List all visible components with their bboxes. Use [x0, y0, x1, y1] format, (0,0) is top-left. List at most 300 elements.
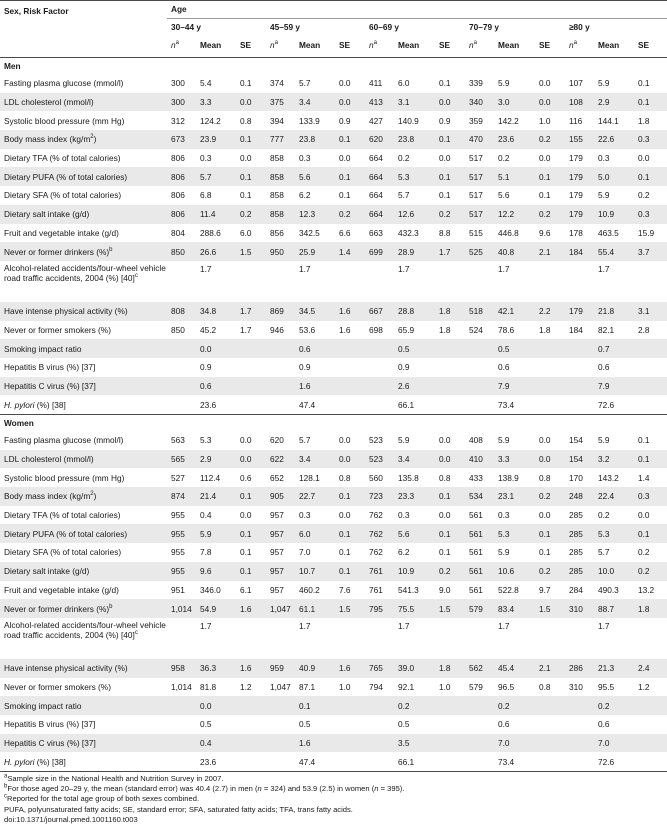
table-header	[0, 1, 667, 58]
age-group-header: ≥80 y	[569, 22, 590, 32]
cell-mean: 0.6	[594, 715, 634, 734]
cell-se: 0.1	[634, 524, 667, 543]
cell-se: 0.1	[435, 130, 465, 149]
table-row	[0, 450, 667, 469]
cell-se: 0.2	[634, 543, 667, 562]
cell-se: 0.1	[634, 431, 667, 450]
cell-se: 0.0	[634, 506, 667, 525]
cell-se	[335, 339, 365, 358]
cell-n	[266, 339, 295, 358]
cell-mean: 7.0	[594, 734, 634, 753]
cell-mean: 133.9	[295, 111, 335, 130]
cell-n: 408	[465, 431, 494, 450]
cell-mean: 1.7	[494, 261, 535, 302]
cell-mean: 66.1	[394, 752, 435, 771]
cell-n: 312	[167, 111, 196, 130]
cell-se: 2.8	[634, 321, 667, 340]
cell-n: 375	[266, 93, 295, 112]
cell-n	[465, 358, 494, 377]
cell-se: 0.1	[535, 186, 565, 205]
risk-factor-label: Dietary SFA (% of total calories)	[0, 543, 167, 562]
cell-mean: 6.2	[394, 543, 435, 562]
cell-n: 339	[465, 74, 494, 93]
cell-se: 2.1	[535, 242, 565, 261]
cell-n: 761	[365, 581, 394, 600]
cell-mean: 23.8	[295, 130, 335, 149]
cell-mean: 0.5	[196, 715, 236, 734]
cell-mean: 0.4	[196, 734, 236, 753]
cell-se	[634, 261, 667, 302]
cell-se: 0.8	[335, 468, 365, 487]
cell-n: 154	[565, 431, 594, 450]
cell-n: 561	[465, 543, 494, 562]
cell-mean: 3.4	[295, 93, 335, 112]
col-mean-header: Mean	[394, 37, 435, 58]
cell-mean: 5.9	[594, 186, 634, 205]
cell-se: 1.2	[634, 678, 667, 697]
cell-n: 179	[565, 149, 594, 168]
cell-n	[167, 715, 196, 734]
cell-mean: 140.9	[394, 111, 435, 130]
footnote-a: $^a$Sample size in the National Health and Nutrition Survey in 2007.	[4, 773, 224, 783]
cell-mean: 7.8	[196, 543, 236, 562]
age-group-header: 60–69 y	[369, 22, 399, 32]
cell-se	[335, 261, 365, 302]
cell-se: 8.8	[435, 224, 465, 243]
cell-se: 0.0	[634, 149, 667, 168]
cell-mean: 87.1	[295, 678, 335, 697]
cell-se	[535, 618, 565, 659]
cell-n: 527	[167, 468, 196, 487]
cell-n	[167, 358, 196, 377]
cell-n	[266, 696, 295, 715]
cell-n: 664	[365, 149, 394, 168]
cell-mean: 23.3	[394, 487, 435, 506]
cell-se: 0.0	[335, 506, 365, 525]
cell-n: 427	[365, 111, 394, 130]
col-se-header: SE	[634, 37, 667, 58]
cell-mean: 0.9	[295, 358, 335, 377]
cell-se: 1.4	[335, 242, 365, 261]
cell-mean: 0.5	[295, 715, 335, 734]
cell-mean: 78.6	[494, 321, 535, 340]
cell-n	[465, 752, 494, 771]
cell-se	[634, 618, 667, 659]
cell-mean: 23.6	[196, 752, 236, 771]
cell-se: 7.6	[335, 581, 365, 600]
table-row	[0, 377, 667, 396]
table-row	[0, 130, 667, 149]
cell-n	[565, 339, 594, 358]
cell-n: 300	[167, 74, 196, 93]
cell-n: 957	[266, 506, 295, 525]
cell-se	[335, 752, 365, 771]
cell-mean: 0.2	[594, 696, 634, 715]
cell-n	[565, 377, 594, 396]
table-row	[0, 543, 667, 562]
cell-n: 184	[565, 242, 594, 261]
cell-se	[634, 377, 667, 396]
cell-mean: 0.3	[594, 149, 634, 168]
cell-mean: 0.0	[196, 339, 236, 358]
cell-n: 663	[365, 224, 394, 243]
table-row	[0, 321, 667, 340]
section-row	[0, 58, 667, 75]
cell-n: 794	[365, 678, 394, 697]
cell-n	[465, 715, 494, 734]
cell-se: 0.1	[435, 524, 465, 543]
cell-n	[167, 618, 196, 659]
risk-factor-label: Systolic blood pressure (mm Hg)	[0, 468, 167, 487]
cell-mean: 34.8	[196, 302, 236, 321]
risk-factor-label: Body mass index $(kg/m^2)$	[0, 487, 167, 506]
cell-n: 300	[167, 93, 196, 112]
cell-n: 1,047	[266, 678, 295, 697]
doi-link[interactable]: doi:10.1371/journal.pmed.1001160.t003	[4, 814, 138, 824]
cell-mean: 7.9	[494, 377, 535, 396]
risk-factor-label: Fruit and vegetable intake (g/d)	[0, 224, 167, 243]
section-row	[0, 415, 667, 432]
cell-se	[236, 734, 266, 753]
cell-mean: 7.0	[295, 543, 335, 562]
cell-se	[335, 377, 365, 396]
cell-se	[435, 358, 465, 377]
risk-factor-label: Systolic blood pressure (mm Hg)	[0, 111, 167, 130]
table-row	[0, 167, 667, 186]
cell-mean: 2.9	[196, 450, 236, 469]
cell-se: 2.2	[535, 302, 565, 321]
cell-mean: 10.7	[295, 562, 335, 581]
cell-n: 179	[565, 302, 594, 321]
cell-se: 1.2	[236, 678, 266, 697]
col-se-header: SE	[236, 37, 266, 58]
cell-se: 2.1	[535, 659, 565, 678]
cell-n: 858	[266, 149, 295, 168]
risk-factor-label: Have intense physical activity (%)	[0, 302, 167, 321]
cell-mean: 42.1	[494, 302, 535, 321]
cell-n: 856	[266, 224, 295, 243]
cell-mean: 0.0	[196, 696, 236, 715]
cell-se	[236, 395, 266, 414]
cell-n: 850	[167, 242, 196, 261]
cell-se: 0.1	[335, 487, 365, 506]
cell-se	[335, 715, 365, 734]
cell-n: 579	[465, 678, 494, 697]
cell-mean: 0.2	[494, 149, 535, 168]
cell-mean: 1.7	[295, 261, 335, 302]
cell-n: 1,014	[167, 678, 196, 697]
cell-n	[365, 715, 394, 734]
cell-se: 0.0	[435, 149, 465, 168]
cell-mean: 541.3	[394, 581, 435, 600]
cell-mean: 5.7	[394, 186, 435, 205]
cell-se: 2.4	[634, 659, 667, 678]
cell-se	[435, 339, 465, 358]
table-row	[0, 659, 667, 678]
footnote-c: $^c$Reported for the total age group of both sexes combined.	[4, 793, 200, 804]
cell-se: 0.8	[535, 468, 565, 487]
cell-mean: 55.4	[594, 242, 634, 261]
cell-se: 0.1	[335, 543, 365, 562]
cell-mean: 47.4	[295, 752, 335, 771]
footnote-b: $^b$For those aged 20–29 y, the mean (standard error) was 40.4 (2.7) in men (n = 324) and 53.9 (2.5) in women (n = 395).	[4, 783, 405, 794]
cell-mean: 34.5	[295, 302, 335, 321]
cell-n: 806	[167, 167, 196, 186]
cell-se	[634, 395, 667, 414]
cell-se: 0.0	[435, 450, 465, 469]
cell-se: 0.0	[335, 450, 365, 469]
header-sex-risk-factor: Sex, Risk Factor	[0, 1, 167, 19]
cell-se	[236, 339, 266, 358]
cell-mean: 5.7	[295, 431, 335, 450]
cell-se	[435, 377, 465, 396]
risk-factor-label: H. pylori (%) [38]	[0, 752, 167, 771]
cell-n: 761	[365, 562, 394, 581]
cell-mean: 5.4	[196, 74, 236, 93]
cell-se: 1.8	[535, 321, 565, 340]
cell-mean: 6.2	[295, 186, 335, 205]
cell-n: 905	[266, 487, 295, 506]
cell-mean: 124.2	[196, 111, 236, 130]
cell-mean: 0.3	[394, 506, 435, 525]
cell-se: 1.0	[335, 678, 365, 697]
cell-mean: 5.7	[594, 543, 634, 562]
cell-mean: 28.8	[394, 302, 435, 321]
cell-mean: 6.8	[196, 186, 236, 205]
cell-se	[335, 734, 365, 753]
col-mean-header: Mean	[594, 37, 634, 58]
cell-n: 622	[266, 450, 295, 469]
table-row	[0, 618, 667, 659]
cell-n: 518	[465, 302, 494, 321]
cell-mean: 342.5	[295, 224, 335, 243]
table-body	[0, 58, 667, 772]
section-label: Women	[0, 415, 667, 432]
cell-n: 562	[465, 659, 494, 678]
cell-se	[236, 696, 266, 715]
header-age: Age	[167, 1, 667, 19]
cell-mean: 39.0	[394, 659, 435, 678]
cell-se: 0.1	[236, 543, 266, 562]
cell-se	[236, 358, 266, 377]
cell-n	[167, 696, 196, 715]
cell-mean: 12.2	[494, 205, 535, 224]
cell-n	[565, 734, 594, 753]
cell-n: 723	[365, 487, 394, 506]
cell-n: 667	[365, 302, 394, 321]
risk-factor-label: LDL cholesterol (mmol/l)	[0, 450, 167, 469]
cell-se: 1.7	[435, 242, 465, 261]
cell-se: 0.1	[236, 487, 266, 506]
age-group-row	[0, 19, 667, 37]
cell-mean: 92.1	[394, 678, 435, 697]
cell-n: 340	[465, 93, 494, 112]
cell-n: 116	[565, 111, 594, 130]
table-row	[0, 506, 667, 525]
cell-n: 560	[365, 468, 394, 487]
cell-se: 0.1	[634, 167, 667, 186]
cell-se: 1.8	[435, 659, 465, 678]
cell-mean: 5.3	[394, 167, 435, 186]
cell-se	[634, 696, 667, 715]
cell-mean: 5.9	[494, 74, 535, 93]
cell-se: 1.0	[435, 678, 465, 697]
cell-n: 664	[365, 186, 394, 205]
cell-se: 1.8	[435, 321, 465, 340]
cell-n	[167, 395, 196, 414]
cell-n	[365, 339, 394, 358]
cell-se: 0.8	[236, 111, 266, 130]
footnote-abbreviations: PUFA, polyunsaturated fatty acids; SE, standard error; SFA, saturated fatty acids; TFA, trans fatty acids.	[4, 804, 353, 814]
cell-se: 1.6	[335, 659, 365, 678]
cell-mean: 1.7	[594, 261, 634, 302]
cell-se: 0.1	[236, 167, 266, 186]
cell-mean: 3.5	[394, 734, 435, 753]
cell-mean: 112.4	[196, 468, 236, 487]
risk-factor-label: H. pylori (%) [38]	[0, 395, 167, 414]
cell-se: 0.6	[236, 468, 266, 487]
cell-mean: 0.5	[394, 339, 435, 358]
cell-se: 0.2	[435, 205, 465, 224]
cell-n: 673	[167, 130, 196, 149]
cell-se: 0.2	[634, 562, 667, 581]
cell-n: 1,047	[266, 599, 295, 618]
cell-n: 698	[365, 321, 394, 340]
cell-n: 515	[465, 224, 494, 243]
cell-n: 874	[167, 487, 196, 506]
cell-n: 652	[266, 468, 295, 487]
risk-factor-label: Dietary TFA (% of total calories)	[0, 149, 167, 168]
cell-se: 13.2	[634, 581, 667, 600]
cell-mean: 23.6	[196, 395, 236, 414]
cell-n: 955	[167, 562, 196, 581]
cell-se	[535, 358, 565, 377]
cell-mean: 21.8	[594, 302, 634, 321]
cell-mean: 0.2	[494, 696, 535, 715]
cell-se	[535, 395, 565, 414]
col-n-header: $n^a$	[266, 37, 295, 58]
cell-mean: 128.1	[295, 468, 335, 487]
col-n-header: $n^a$	[365, 37, 394, 58]
cell-se	[535, 752, 565, 771]
cell-se	[236, 261, 266, 302]
cell-mean: 0.9	[394, 358, 435, 377]
cell-n	[266, 395, 295, 414]
cell-se: 0.9	[435, 111, 465, 130]
cell-mean: 144.1	[594, 111, 634, 130]
cell-n: 620	[266, 431, 295, 450]
cell-n	[266, 618, 295, 659]
cell-mean: 5.7	[196, 167, 236, 186]
cell-mean: 7.0	[494, 734, 535, 753]
cell-n	[565, 696, 594, 715]
cell-mean: 1.7	[394, 618, 435, 659]
cell-se	[236, 377, 266, 396]
cell-mean: 0.4	[196, 506, 236, 525]
cell-mean: 143.2	[594, 468, 634, 487]
cell-se: 0.2	[535, 205, 565, 224]
cell-n: 858	[266, 205, 295, 224]
cell-mean: 346.0	[196, 581, 236, 600]
cell-se: 0.0	[535, 149, 565, 168]
cell-n: 957	[266, 562, 295, 581]
cell-mean: 22.6	[594, 130, 634, 149]
cell-se: 1.0	[535, 111, 565, 130]
cell-n	[365, 752, 394, 771]
cell-mean: 0.6	[494, 358, 535, 377]
col-mean-header: Mean	[196, 37, 236, 58]
cell-se	[236, 752, 266, 771]
cell-mean: 11.4	[196, 205, 236, 224]
cell-se: 0.0	[535, 93, 565, 112]
cell-n	[266, 377, 295, 396]
cell-n: 285	[565, 506, 594, 525]
cell-se: 1.5	[535, 599, 565, 618]
cell-n: 523	[365, 431, 394, 450]
risk-factor-label: Never or former smokers (%)	[0, 321, 167, 340]
cell-se: 0.9	[335, 111, 365, 130]
cell-mean: 0.2	[594, 506, 634, 525]
col-n-header: $n^a$	[465, 37, 494, 58]
table-row	[0, 205, 667, 224]
risk-factor-label: Dietary SFA (% of total calories)	[0, 186, 167, 205]
cell-se: 0.0	[236, 450, 266, 469]
cell-n: 155	[565, 130, 594, 149]
cell-mean: 7.9	[594, 377, 634, 396]
cell-n: 184	[565, 321, 594, 340]
cell-n	[365, 358, 394, 377]
risk-factor-label: Never or former drinkers (%)$^b$	[0, 599, 167, 618]
cell-se: 6.1	[236, 581, 266, 600]
cell-se: 0.1	[335, 524, 365, 543]
table-row	[0, 524, 667, 543]
table-row	[0, 734, 667, 753]
cell-n: 762	[365, 543, 394, 562]
cell-n: 394	[266, 111, 295, 130]
cell-mean: 138.9	[494, 468, 535, 487]
cell-n	[167, 261, 196, 302]
cell-n: 285	[565, 543, 594, 562]
col-se-header: SE	[435, 37, 465, 58]
cell-se: 1.6	[335, 321, 365, 340]
cell-se	[435, 618, 465, 659]
cell-se: 0.2	[535, 562, 565, 581]
cell-mean: 6.0	[394, 74, 435, 93]
cell-n: 248	[565, 487, 594, 506]
risk-factor-label: Dietary PUFA (% of total calories)	[0, 524, 167, 543]
cell-se: 1.8	[634, 111, 667, 130]
cell-mean: 2.6	[394, 377, 435, 396]
cell-mean: 83.4	[494, 599, 535, 618]
cell-n	[565, 395, 594, 414]
cell-n: 534	[465, 487, 494, 506]
cell-se: 0.1	[634, 74, 667, 93]
risk-factor-label: Have intense physical activity (%)	[0, 659, 167, 678]
cell-mean: 36.3	[196, 659, 236, 678]
cell-mean: 0.3	[295, 149, 335, 168]
cell-n: 762	[365, 524, 394, 543]
cell-n: 310	[565, 678, 594, 697]
cell-se: 0.1	[335, 130, 365, 149]
risk-factor-label: Alcohol-related accidents/four-wheel vehicle road traffic accidents, 2004 (%) $[40]^c$	[0, 261, 167, 302]
cell-mean: 0.7	[594, 339, 634, 358]
cell-n: 951	[167, 581, 196, 600]
table-row	[0, 487, 667, 506]
cell-mean: 460.2	[295, 581, 335, 600]
cell-n	[167, 339, 196, 358]
cell-mean: 1.7	[295, 618, 335, 659]
cell-mean: 5.3	[594, 524, 634, 543]
